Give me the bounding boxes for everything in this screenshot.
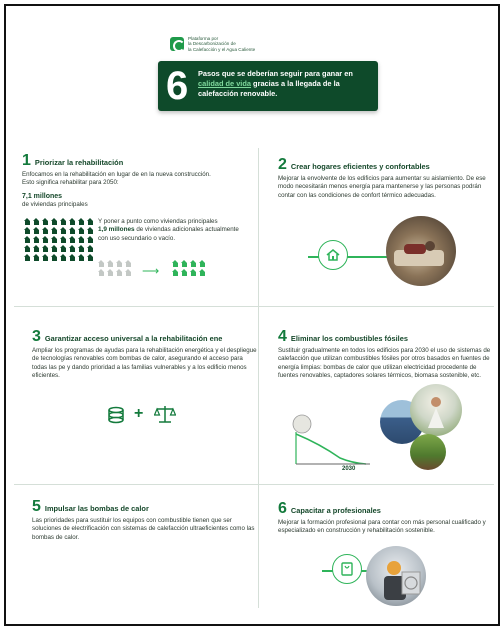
house-icon <box>78 227 85 234</box>
house-icon <box>33 227 40 234</box>
step-5 <box>32 500 258 542</box>
step-number: 4 <box>278 328 287 345</box>
house-icon <box>42 236 49 243</box>
house-icon <box>116 269 123 276</box>
house-icon <box>181 260 188 267</box>
house-icon <box>33 218 40 225</box>
step-4 <box>278 330 496 381</box>
step-number: 2 <box>278 156 287 173</box>
house-icon <box>78 254 85 261</box>
house-icon <box>107 269 114 276</box>
step-body: Enfocamos en la rehabilitación en lugar de en la nueva construcción. Esto significa rehabilitar para 2050: <box>22 171 211 187</box>
house-icon <box>125 269 132 276</box>
platform-logo <box>170 36 268 52</box>
house-icon <box>42 254 49 261</box>
logo-line-1: Plataforma por <box>188 36 219 41</box>
step-title: Priorizar la rehabilitación <box>34 158 124 167</box>
stat-2-value: 1,9 millones <box>98 226 135 234</box>
step-body: Ampliar los programas de ayudas para la rehabilitación energética y el despliegue de tecnologías renovables com bombas de calor, asegurando el acceso para todas las pe y dando prioridad a las familias vulnerables y a los edificio menos eficientes. <box>32 347 257 380</box>
scale-icon <box>154 404 176 429</box>
house-icon <box>107 260 114 267</box>
step-1 <box>22 154 252 210</box>
fossil-decline-chart <box>290 414 380 475</box>
house-icon <box>87 254 94 261</box>
logo-mark-icon <box>170 37 184 51</box>
house-icon <box>60 236 67 243</box>
house-icon <box>51 218 58 225</box>
house-icon <box>199 269 206 276</box>
biomass-field-photo <box>410 434 446 470</box>
banner-number: 6 <box>166 64 189 108</box>
step-body: Mejorar la formación profesional para contar con más personal cualificado y especializado en construcción y rehabilitación sostenible. <box>278 519 486 535</box>
house-icon <box>69 245 76 252</box>
house-icon <box>51 254 58 261</box>
house-icon <box>98 269 105 276</box>
house-icon <box>33 254 40 261</box>
stat-2-prefix: Y poner a punto como viviendas principales <box>98 218 218 225</box>
logo-line-3: la Calefacción y el Agua Caliente <box>188 46 256 52</box>
cozy-home-photo <box>386 216 456 286</box>
house-icon <box>69 236 76 243</box>
house-icon <box>24 227 31 234</box>
row-divider-2 <box>14 484 494 485</box>
house-icon <box>51 245 58 252</box>
house-icon <box>125 260 132 267</box>
step-6 <box>278 502 496 536</box>
house-icon <box>78 236 85 243</box>
arrow-right-icon: ⟶ <box>142 264 160 278</box>
step-number: 5 <box>32 498 41 515</box>
house-icon <box>42 218 49 225</box>
stat-1-value: 7,1 millones <box>22 192 63 200</box>
person-outdoors-photo <box>410 384 462 436</box>
house-icon <box>24 254 31 261</box>
house-icon <box>116 260 123 267</box>
house-icon <box>87 218 94 225</box>
house-icon <box>199 260 206 267</box>
book-icon <box>332 554 362 584</box>
house-icon <box>190 260 197 267</box>
house-icon <box>87 236 94 243</box>
house-icon <box>69 254 76 261</box>
step-number: 3 <box>32 328 41 345</box>
step-title: Capacitar a profesionales <box>290 506 381 515</box>
plus-icon: + <box>134 405 144 422</box>
banner-highlight: calidad de vida <box>198 79 251 88</box>
house-icon <box>190 269 197 276</box>
house-icon <box>181 269 188 276</box>
house-icon <box>42 245 49 252</box>
row-divider-1 <box>14 306 494 307</box>
house-icon <box>51 227 58 234</box>
converted-homes-house-grid <box>172 260 206 276</box>
house-icon <box>78 245 85 252</box>
step-title: Impulsar las bombas de calor <box>44 504 149 513</box>
house-icon <box>42 227 49 234</box>
year-label: 2030 <box>342 466 356 472</box>
step-title: Garantizar acceso universal a la rehabilitación ene <box>44 334 223 343</box>
column-divider <box>258 148 259 608</box>
coins-icon <box>106 406 126 429</box>
step-number: 1 <box>22 152 31 169</box>
house-icon <box>69 227 76 234</box>
step-title: Crear hogares eficientes y confortables <box>290 162 430 171</box>
stat-1-label: de viviendas principales <box>22 201 88 209</box>
house-icon <box>318 240 348 270</box>
house-icon <box>87 227 94 234</box>
house-icon <box>98 260 105 267</box>
house-icon <box>24 236 31 243</box>
logo-line-2: la Descarbonización de <box>188 41 236 47</box>
infographic-frame <box>4 4 500 626</box>
stat-2-block <box>98 218 250 243</box>
house-icon <box>60 245 67 252</box>
main-homes-house-grid <box>24 218 94 261</box>
banner-title: Pasos que se deberían seguir para ganar en calidad de vida gracias a la llegada de la calefacción renovable. <box>198 69 353 98</box>
logo-text <box>188 36 268 52</box>
house-icon <box>51 236 58 243</box>
house-icon <box>87 245 94 252</box>
step-3 <box>32 330 258 381</box>
house-icon <box>172 260 179 267</box>
house-icon <box>60 254 67 261</box>
stat-2-suffix: de viviendas adicionales actualmente con uso secundario o vacío. <box>98 226 239 242</box>
house-icon <box>78 218 85 225</box>
step-body: Las prioridades para sustituir los equipos con combustible tienen que ser soluciones de electrificación con sistemas de calefacción ultraeficientes como las bombas de calor. <box>32 517 255 541</box>
step-2 <box>278 158 496 200</box>
house-icon <box>33 245 40 252</box>
title-banner <box>158 61 378 111</box>
house-icon <box>60 218 67 225</box>
house-icon <box>172 269 179 276</box>
house-icon <box>33 236 40 243</box>
house-icon <box>69 218 76 225</box>
house-icon <box>60 227 67 234</box>
step-number: 6 <box>278 500 287 517</box>
technician-photo <box>366 546 426 606</box>
step-body: Mejorar la envolvente de los edificios para aumentar su aislamiento. De ese modo necesitarán menos energía para mantenerse y las personas podrán contar con las condiciones de confort térmico adecuadas. <box>278 175 486 199</box>
house-icon <box>24 245 31 252</box>
house-icon <box>24 218 31 225</box>
step-body: Sustituir gradualmente en todos los edificios para 2030 el uso de sistemas de calefacción que utilizan combustibles fósiles por otros basados en fuentes de energía limpias: bombas de calor que utilizan electricidad procedente de fuentes renovables, captadores solares térmicos, biomasa sostenible, etc. <box>278 347 491 380</box>
step-title: Eliminar los combustibles fósiles <box>290 334 408 343</box>
secondary-homes-house-grid <box>98 260 132 276</box>
